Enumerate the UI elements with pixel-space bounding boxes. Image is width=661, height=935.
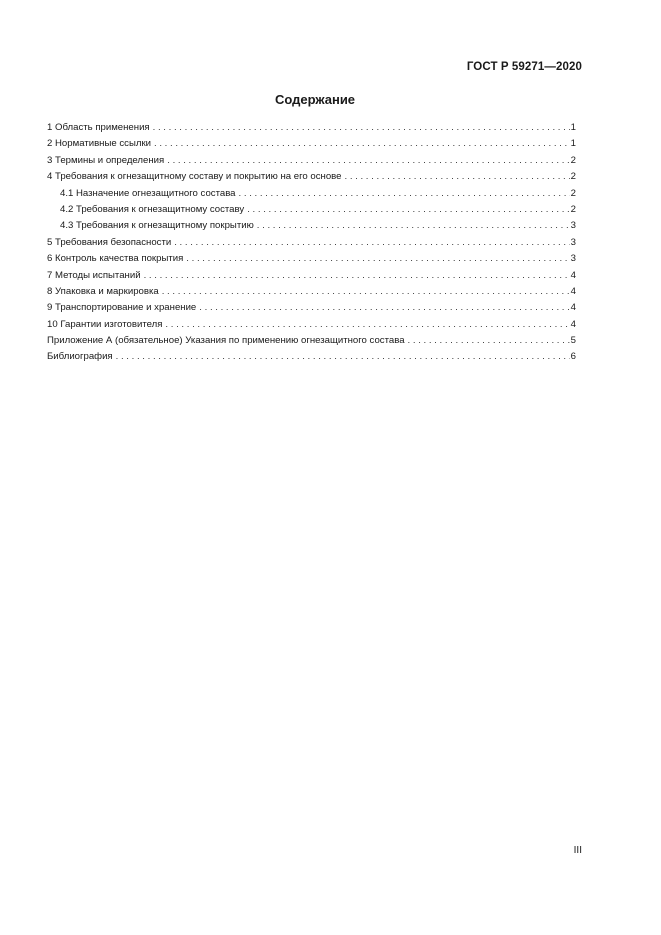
- toc-entry-page: 2: [570, 171, 576, 183]
- toc-entry-page: 2: [570, 187, 576, 199]
- toc-entry-page: 2: [570, 154, 576, 166]
- toc-subentry[interactable]: [47, 202, 576, 218]
- toc-title: Содержание: [274, 92, 356, 107]
- toc-leader-dots: [165, 317, 569, 333]
- toc-entry-label: 10 Гарантии изготовителя: [47, 318, 163, 330]
- toc-entry-page: 4: [570, 285, 576, 297]
- toc-leader-dots: [154, 136, 570, 152]
- toc-subentry[interactable]: [47, 186, 576, 202]
- toc-entry[interactable]: [47, 284, 576, 300]
- toc-entry-label: 4.3 Требования к огнезащитному покрытию: [60, 220, 254, 232]
- toc-subentry[interactable]: [47, 218, 576, 234]
- toc-leader-dots: [239, 186, 570, 202]
- toc-entry[interactable]: [47, 349, 576, 365]
- toc-leader-dots: [116, 349, 570, 365]
- toc-entry[interactable]: [47, 333, 576, 349]
- toc-leader-dots: [408, 333, 570, 349]
- toc-entry[interactable]: [47, 300, 576, 316]
- toc-entry-page: 3: [570, 253, 576, 265]
- toc-entry-label: 4.2 Требования к огнезащитному составу: [60, 203, 245, 215]
- document-code: ГОСТ Р 59271—2020: [466, 61, 582, 73]
- toc-entry-page: 2: [570, 203, 576, 215]
- toc-leader-dots: [174, 235, 569, 251]
- toc-entry[interactable]: [47, 120, 576, 136]
- toc-leader-dots: [167, 153, 569, 169]
- toc-entry-page: 1: [570, 122, 576, 133]
- toc-entry-label: 5 Требования безопасности: [47, 236, 172, 248]
- toc-leader-dots: [186, 251, 569, 267]
- toc-entry-label: 2 Нормативные ссылки: [47, 138, 152, 150]
- toc-entry-label: 8 Упаковка и маркировка: [47, 285, 159, 297]
- toc-leader-dots: [247, 202, 569, 218]
- toc-entry-label: 7 Методы испытаний: [47, 269, 141, 281]
- toc-leader-dots: [153, 120, 570, 136]
- page-number: III: [573, 845, 582, 856]
- toc-entry-label: 4.1 Назначение огнезащитного состава: [60, 187, 236, 199]
- toc-entry[interactable]: [47, 169, 576, 185]
- toc-entry-label: 1 Область применения: [47, 122, 150, 133]
- toc-entry-label: 9 Транспортирование и хранение: [47, 302, 197, 314]
- toc-entry[interactable]: [47, 251, 576, 267]
- table-of-contents: [47, 120, 576, 366]
- toc-entry-label: 6 Контроль качества покрытия: [47, 253, 184, 265]
- toc-entry[interactable]: [47, 136, 576, 152]
- toc-leader-dots: [344, 169, 569, 185]
- toc-leader-dots: [144, 268, 570, 284]
- toc-entry-label: 3 Термины и определения: [47, 154, 165, 166]
- toc-entry[interactable]: [47, 317, 576, 333]
- toc-entry[interactable]: [47, 153, 576, 169]
- toc-entry-page: 4: [570, 302, 576, 314]
- toc-entry-page: 3: [570, 236, 576, 248]
- toc-leader-dots: [162, 284, 570, 300]
- toc-leader-dots: [199, 300, 569, 316]
- toc-entry[interactable]: [47, 268, 576, 284]
- toc-entry-label: Приложение А (обязательное) Указания по применению огнезащитного состава: [47, 335, 405, 347]
- toc-entry-page: 1: [570, 138, 576, 150]
- toc-leader-dots: [257, 218, 570, 234]
- toc-entry-page: 6: [570, 351, 576, 363]
- toc-entry-page: 4: [570, 269, 576, 281]
- toc-entry-page: 4: [570, 318, 576, 330]
- toc-entry-page: 5: [570, 335, 576, 347]
- toc-entry-page: 3: [570, 220, 576, 232]
- toc-entry[interactable]: [47, 235, 576, 251]
- toc-entry-label: Библиография: [47, 351, 113, 363]
- toc-entry-label: 4 Требования к огнезащитному составу и покрытию на его основе: [47, 171, 342, 183]
